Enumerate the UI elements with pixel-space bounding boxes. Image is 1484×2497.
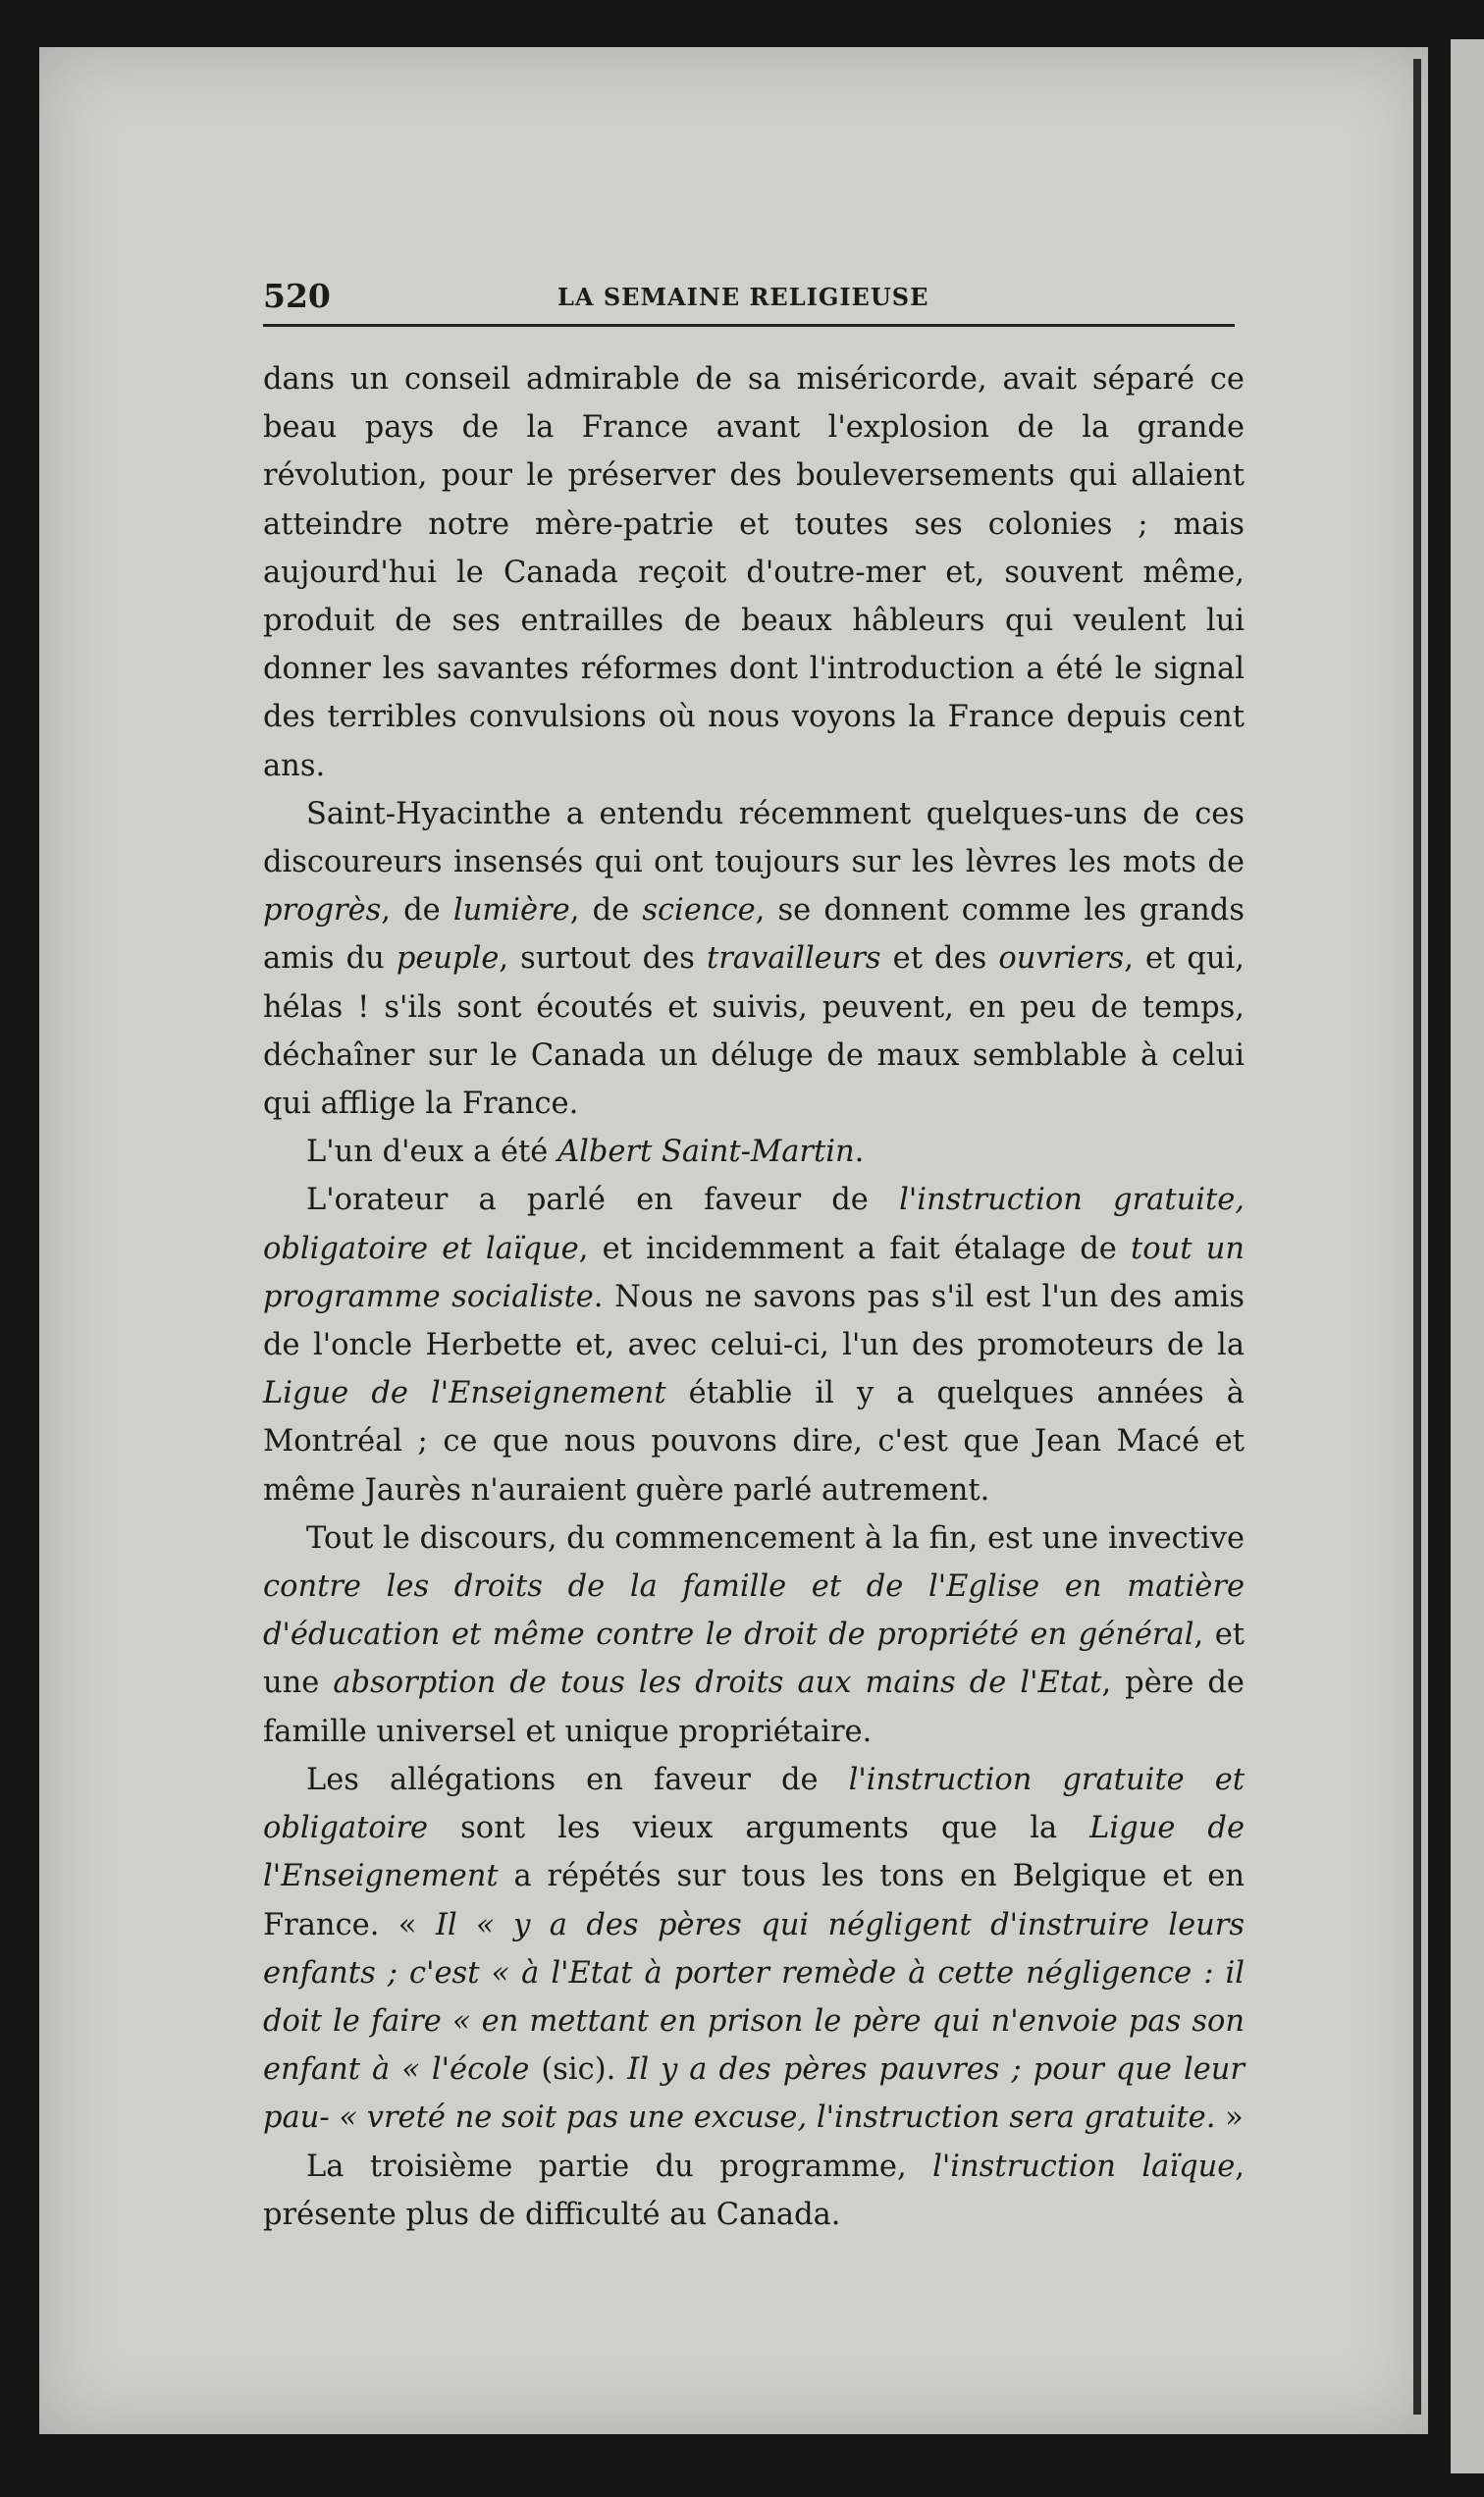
running-header xyxy=(263,277,1235,324)
adjacent-page-edge xyxy=(1451,39,1484,2473)
italic-run: travailleurs xyxy=(706,941,881,977)
body-text xyxy=(263,355,1245,2239)
italic-run: absorption de tous les droits aux mains de l'Etat xyxy=(333,1666,1102,1701)
text-run: Les allégations en faveur de xyxy=(306,1762,849,1797)
paragraph xyxy=(263,1756,1245,2143)
text-run: , et qui, hélas ! s'ils sont écoutés et suivis, peuvent, en peu de temps, déchaîner sur le Canada un déluge de maux semblable à celui qui afflige la France. xyxy=(263,941,1245,1122)
italic-run: l'instruction laïque xyxy=(932,2149,1236,2184)
italic-run: lumière xyxy=(452,893,570,929)
italic-run: l'instruction gratuite, obligatoire et laïque xyxy=(263,1183,1245,1266)
text-run: » xyxy=(1215,2100,1244,2136)
italic-run: Il « y a des pères qui négligent d'instruire leurs enfants ; c'est « à l'Etat à porter remède à cette négligence : il doit le faire « en mettant en prison le père qui n'envoie pas son enfant à « l'école xyxy=(263,1907,1246,2088)
italic-run: l'instruction gratuite et obligatoire xyxy=(263,1762,1246,1846)
text-run: . Nous ne savons pas s'il est l'un des amis de l'oncle Herbette et, avec celui-ci, l'un des promoteurs de la xyxy=(263,1279,1245,1363)
text-run: , de xyxy=(381,893,453,929)
italic-run: ouvriers xyxy=(998,941,1125,977)
paragraph xyxy=(263,1128,1245,1176)
text-run: , et incidemment a fait étalage de xyxy=(578,1231,1131,1266)
text-run: , de xyxy=(569,893,643,929)
text-run: L'orateur a parlé en faveur de xyxy=(306,1183,900,1218)
paragraph xyxy=(263,355,1245,790)
paragraph xyxy=(263,790,1245,1128)
text-run: (sic). xyxy=(529,2052,628,2088)
page-number: 520 xyxy=(263,277,331,315)
header-rule xyxy=(263,324,1235,327)
text-run: La troisième partie du programme, xyxy=(306,2149,933,2184)
page-gutter xyxy=(1413,59,1421,2415)
text-run: . xyxy=(854,1135,865,1170)
text-run: , surtout des xyxy=(499,941,707,977)
text-run: et des xyxy=(880,941,999,977)
text-run: , se donnent comme les grands amis du xyxy=(263,893,1245,977)
italic-run: contre les droits de la famille et de l'Eglise en matière d'éducation et même contre le droit de propriété en général xyxy=(263,1569,1245,1653)
italic-run: peuple xyxy=(396,941,500,977)
italic-run: progrès xyxy=(263,893,382,929)
text-run: dans un conseil admirable de sa miséricorde, avait séparé ce beau pays de la France avant l'explosion de la grande révolution, pour le préserver des bouleversements qui allaient atteindre notre mère-patrie et toutes ses colonies ; mais aujourd'hui le Canada reçoit d'outre-mer et, souvent même, produit de ses entrailles de beaux hâbleurs qui veulent lui donner les savantes réformes dont l'introduction a été le signal des terribles convulsions où nous voyons la France depuis cent ans. xyxy=(263,362,1245,783)
italic-run: Albert Saint-Martin xyxy=(557,1135,855,1170)
text-run: établie il y a quelques années à Montréal ; ce que nous pouvons dire, c'est que Jean Macé et même Jaurès n'auraient guère parlé autrement. xyxy=(263,1376,1245,1508)
text-run: a répétés sur tous les tons en Belgique et en France. « xyxy=(263,1859,1245,1942)
text-run: Tout le discours, du commencement à la fin, est une invective xyxy=(306,1520,1245,1556)
paragraph xyxy=(263,1176,1245,1514)
italic-run: Ligue de l'Enseignement xyxy=(263,1376,666,1411)
text-run: , et une xyxy=(263,1618,1246,1701)
text-run: Saint-Hyacinthe a entendu récemment quelques-uns de ces discoureurs insensés qui ont toujours sur les lèvres les mots de xyxy=(263,796,1245,880)
italic-run: tout un programme socialiste xyxy=(263,1231,1245,1314)
text-run: , présente plus de difficulté au Canada. xyxy=(263,2149,1245,2232)
text-run: sont les vieux arguments que la xyxy=(428,1811,1090,1846)
text-run: , père de famille universel et unique propriétaire. xyxy=(263,1666,1245,1749)
paragraph xyxy=(263,2143,1245,2239)
text-run: L'un d'eux a été xyxy=(306,1135,558,1170)
italic-run: Ligue de l'Enseignement xyxy=(263,1811,1245,1894)
italic-run: Il y a des pères pauvres ; pour que leur pau- « vreté ne soit pas une excuse, l'instruction sera gratuite. xyxy=(263,2052,1245,2136)
running-title: LA SEMAINE RELIGIEUSE xyxy=(557,283,929,311)
italic-run: science xyxy=(642,893,756,929)
paragraph xyxy=(263,1514,1245,1756)
